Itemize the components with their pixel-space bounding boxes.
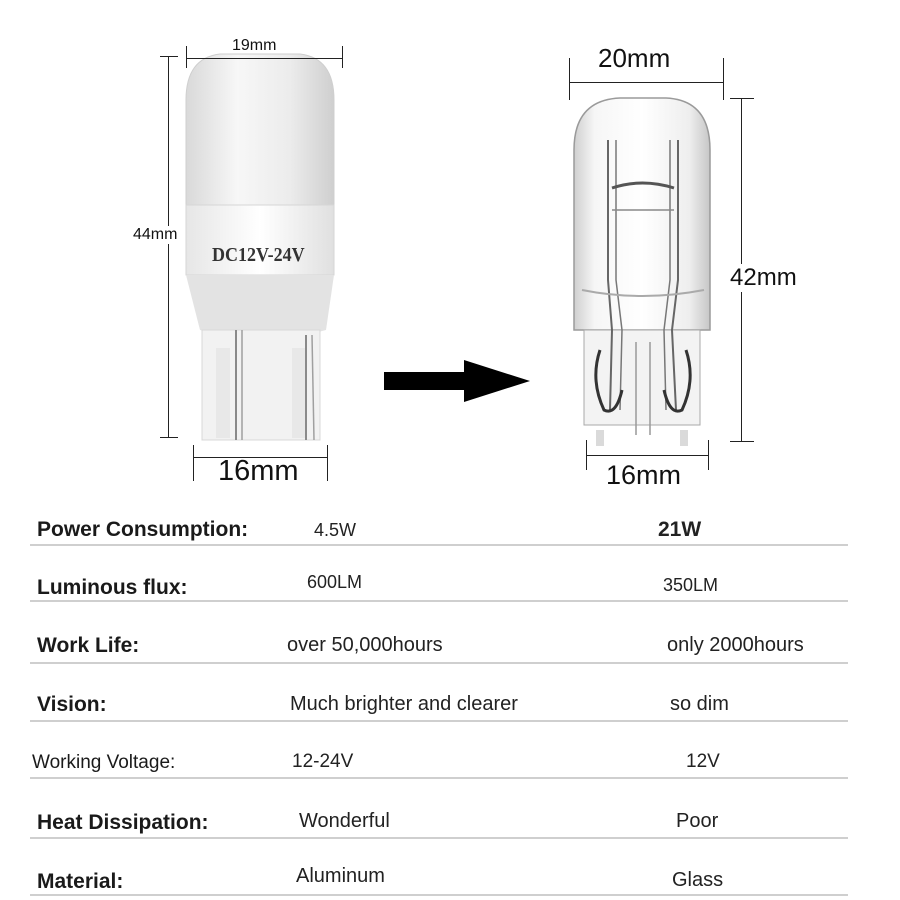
- led-height-line: [168, 56, 169, 438]
- spec-halogen-heat: Poor: [676, 810, 719, 832]
- led-top-width-line: [186, 58, 342, 59]
- spec-label-heat: Heat Dissipation:: [37, 811, 209, 834]
- spec-halogen-vision: so dim: [670, 693, 729, 715]
- led-imprint: DC12V-24V: [212, 244, 305, 266]
- halogen-bulb-image: [560, 80, 740, 470]
- led-base-width-label: 16mm: [218, 455, 299, 487]
- spec-led-vision: Much brighter and clearer: [290, 693, 518, 715]
- halogen-base-width-label: 16mm: [606, 460, 682, 490]
- spec-row-divider: [30, 720, 848, 722]
- led-top-width-label: 19mm: [232, 37, 277, 54]
- spec-row-divider: [30, 777, 848, 779]
- halogen-top-width-line: [569, 82, 724, 83]
- spec-label-power: Power Consumption:: [37, 518, 249, 541]
- spec-led-power: 4.5W: [314, 520, 357, 540]
- spec-halogen-flux: 350LM: [663, 575, 719, 595]
- spec-label-vision: Vision:: [37, 693, 107, 716]
- spec-led-flux: 600LM: [307, 572, 363, 592]
- spec-led-material: Aluminum: [296, 865, 385, 887]
- spec-table: [0, 500, 900, 900]
- spec-row-divider: [30, 894, 848, 896]
- spec-label-life: Work Life:: [37, 634, 140, 657]
- spec-halogen-voltage: 12V: [686, 751, 720, 772]
- spec-row-divider: [30, 837, 848, 839]
- spec-label-voltage: Working Voltage:: [32, 752, 176, 773]
- halogen-top-width-label: 20mm: [598, 43, 671, 73]
- spec-halogen-life: only 2000hours: [667, 634, 804, 656]
- spec-row-divider: [30, 544, 848, 546]
- spec-led-voltage: 12-24V: [292, 751, 354, 772]
- spec-label-material: Material:: [37, 870, 124, 893]
- spec-row-divider: [30, 600, 848, 602]
- spec-halogen-power: 21W: [658, 518, 702, 541]
- halogen-height-label: 42mm: [730, 264, 797, 291]
- halogen-base-width-line: [586, 455, 708, 456]
- spec-halogen-material: Glass: [672, 869, 724, 891]
- halogen-bulb-figure: [560, 80, 740, 470]
- spec-led-life: over 50,000hours: [287, 634, 443, 656]
- right-arrow-icon: [384, 360, 532, 402]
- led-bulb-figure: [120, 30, 350, 500]
- spec-led-heat: Wonderful: [299, 810, 390, 832]
- spec-label-flux: Luminous flux:: [37, 576, 188, 599]
- led-height-label: 44mm: [133, 226, 178, 243]
- spec-row-divider: [30, 662, 848, 664]
